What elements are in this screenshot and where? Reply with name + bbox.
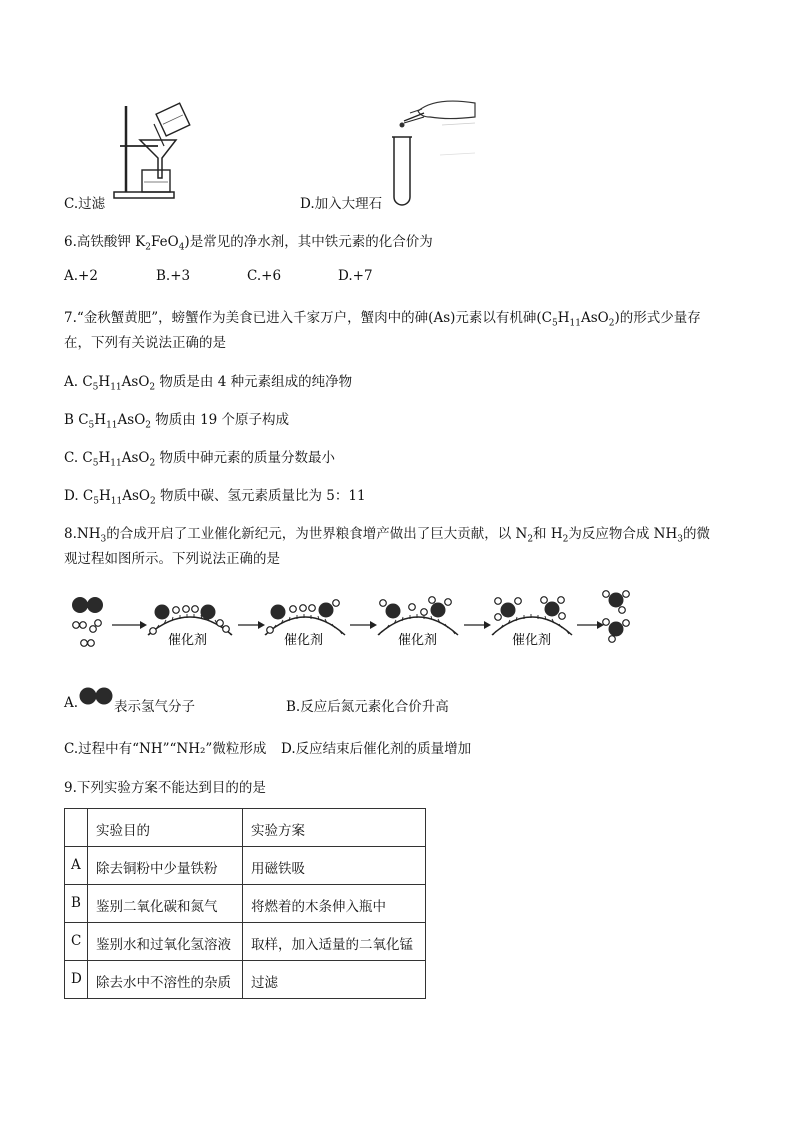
table-cell: 用磁铁吸 (243, 847, 426, 885)
q9-stem: 9.下列实验方案不能达到目的的是 (64, 780, 266, 796)
q8-option-a-text: 表示氢气分子 (114, 699, 195, 715)
q7-option-b-text: 物质由 19 个原子构成 (155, 412, 290, 428)
catalyst-label-1: 催化剂 (168, 633, 208, 648)
q6-option-b: B.+3 (156, 268, 191, 284)
q7-option-b: B $C_5H_{11}AsO_2$ 物质由 19 个原子构成 (64, 412, 290, 431)
q5-option-c: C.过滤 (64, 196, 106, 212)
q7-option-d: D. $C_5H_{11}AsO_2$ 物质中碳、氢元素质量比为 5：11 (64, 488, 366, 507)
table-header-cell (65, 809, 88, 847)
arrow-4 (464, 621, 491, 629)
experiment-table (64, 808, 426, 999)
q8-option-a-prefix: A. (64, 695, 79, 711)
arrow-3 (350, 621, 377, 629)
catalyst-label-4: 催化剂 (512, 633, 552, 648)
q8-stem-line1: $8.NH_3$的合成开启了工业催化新纪元，为世界粮食增产做出了巨大贡献，以 $N_2$和 $H_2$为反应物合成 $NH_3$的微 (64, 526, 710, 545)
q6-option-c: C.+6 (247, 268, 282, 284)
table-cell: 鉴别二氧化碳和氮气 (88, 885, 243, 923)
add-marble-figure (380, 95, 480, 210)
q7-stem-post: )的形式少量存 (614, 310, 701, 326)
catalyst-label-3: 催化剂 (398, 633, 438, 648)
q7-option-a: A. $C_5H_{11}AsO_2$ 物质是由 4 种元素组成的纯净物 (64, 374, 353, 393)
reactants-n2-h2 (72, 597, 103, 646)
table-row (65, 961, 426, 999)
reaction-process-diagram (60, 585, 660, 660)
q6-stem-post: 是常见的净水剂，其中铁元素的化合价为 (189, 234, 433, 250)
table-header-row (65, 809, 426, 847)
table-header-cell: 实验目的 (88, 809, 243, 847)
q8-option-a (64, 695, 78, 711)
table-row (65, 847, 426, 885)
arrow-5 (577, 621, 604, 629)
arrow-2 (238, 621, 265, 629)
table-cell: C (65, 923, 88, 961)
catalyst-label-2: 催化剂 (284, 633, 324, 648)
q7-stem-line1: 7.“金秋蟹黄肥”，螃蟹作为美食已进入千家万户，蟹肉中的砷(As)元素以有机砷$(C_5H_{11}AsO_2)$的形式少量存 (64, 310, 701, 329)
products-nh3 (603, 591, 630, 643)
q7-option-c-text: 物质中砷元素的质量分数最小 (159, 450, 336, 466)
table-cell: 除去铜粉中少量铁粉 (88, 847, 243, 885)
catalyst-stage-1 (148, 605, 232, 636)
q6-stem-pre: 6.高铁酸钾 K (64, 234, 146, 250)
table-cell: B (65, 885, 88, 923)
q7-stem-pre: 7.“金秋蟹黄肥”，螃蟹作为美食已进入千家万户，蟹肉中的砷(As)元素以有机砷(C (64, 310, 552, 326)
catalyst-stage-2 (265, 600, 345, 635)
table-cell: A (65, 847, 88, 885)
q8-option-c: C.过程中有“NH”“NH₂”微粒形成 (64, 741, 267, 757)
table-cell: D (65, 961, 88, 999)
q7-option-d-text: 物质中碳、氢元素质量比为 5：11 (160, 488, 366, 504)
table-cell: 鉴别水和过氧化氢溶液 (88, 923, 243, 961)
table-cell: 取样，加入适量的二氧化锰 (243, 923, 426, 961)
q6-option-a: A.+2 (64, 268, 98, 284)
catalyst-stage-3 (378, 597, 458, 635)
arrow-1 (112, 621, 147, 629)
q8-stem-line2: 观过程如图所示。下列说法正确的是 (64, 551, 280, 567)
n2-molecule-icon (78, 686, 114, 706)
filtration-apparatus-figure (110, 100, 200, 205)
q5-option-d: D.加入大理石 (300, 196, 383, 212)
table-cell: 除去水中不溶性的杂质 (88, 961, 243, 999)
q6-stem: 6.高铁酸钾 $K_2FeO_4$)是常见的净水剂，其中铁元素的化合价为 (64, 234, 433, 253)
q6-option-d: D.+7 (338, 268, 373, 284)
table-header-cell: 实验方案 (243, 809, 426, 847)
q8-option-b: B.反应后氮元素化合价升高 (286, 699, 449, 715)
table-row (65, 923, 426, 961)
catalyst-stage-4 (492, 597, 572, 635)
table-cell: 过滤 (243, 961, 426, 999)
q7-option-c: C. $C_5H_{11}AsO_2$ 物质中砷元素的质量分数最小 (64, 450, 336, 469)
q8-option-d: D.反应结束后催化剂的质量增加 (281, 741, 472, 757)
q7-option-a-text: 物质是由 4 种元素组成的纯净物 (159, 374, 353, 390)
table-cell: 将燃着的木条伸入瓶中 (243, 885, 426, 923)
table-row (65, 885, 426, 923)
q7-stem-line2: 在，下列有关说法正确的是 (64, 335, 226, 351)
